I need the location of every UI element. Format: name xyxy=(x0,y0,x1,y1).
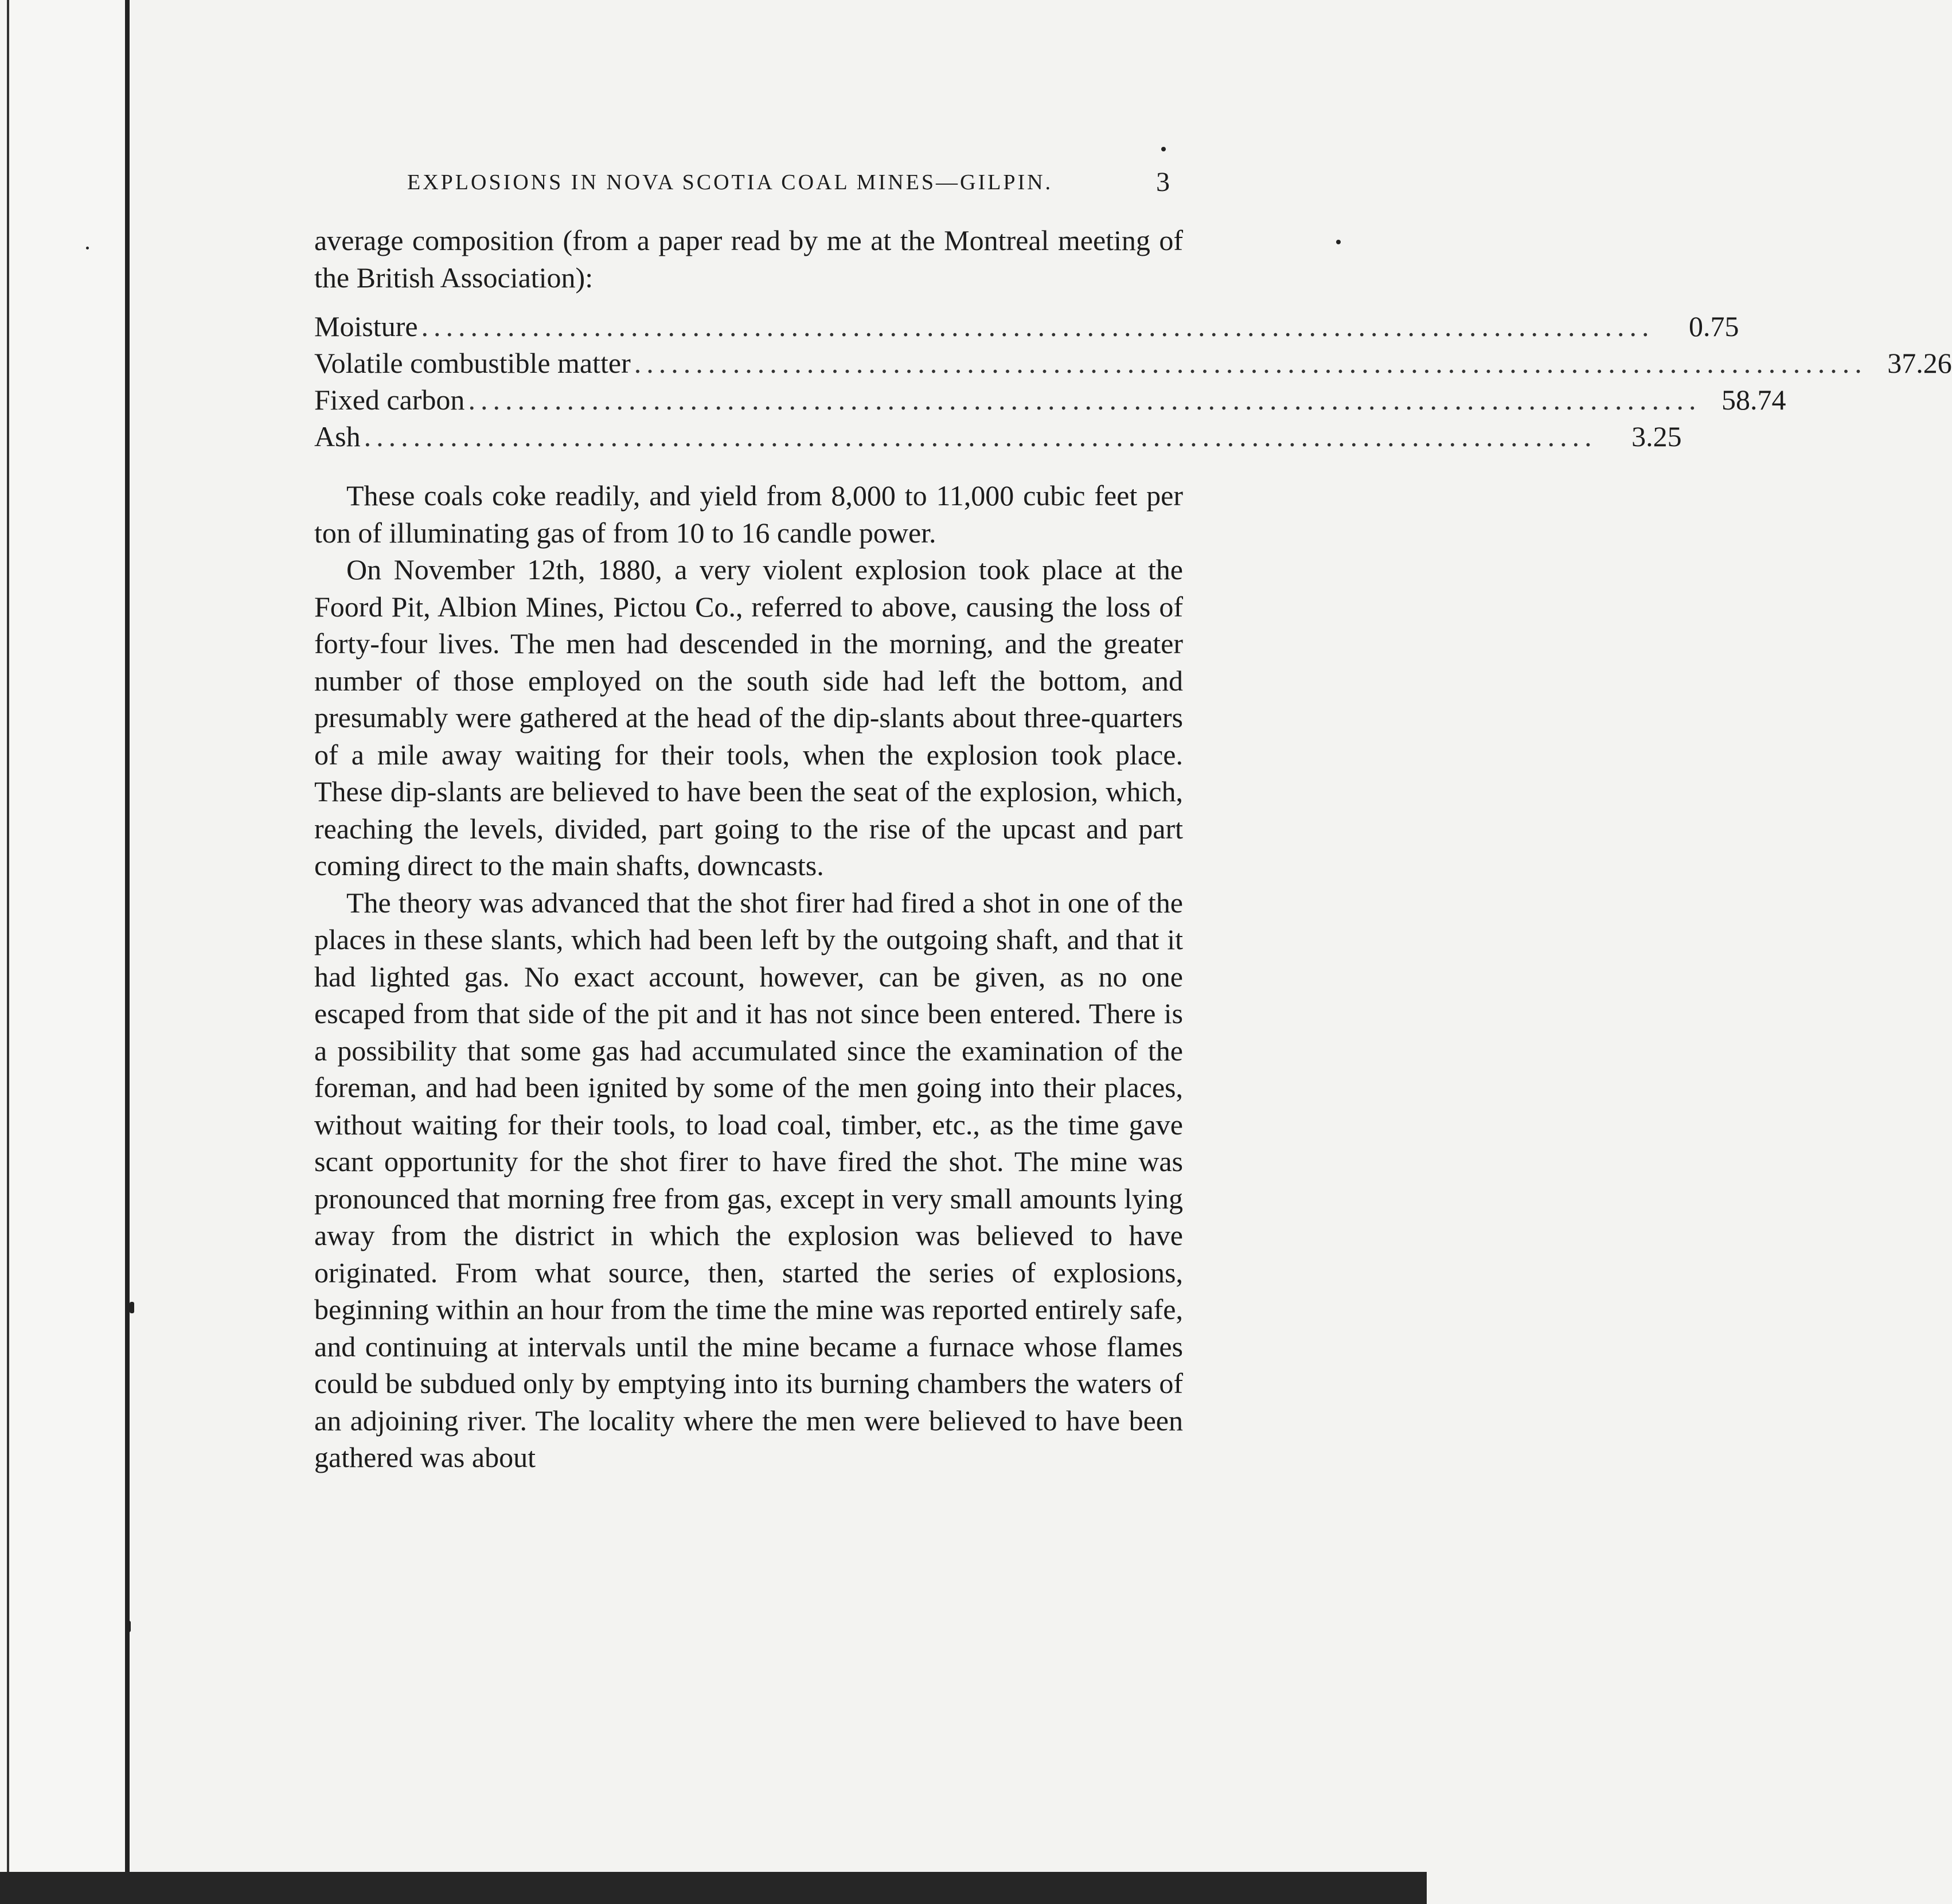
analysis-label: Fixed carbon xyxy=(314,384,465,416)
analysis-label: Volatile combustible matter xyxy=(314,347,631,379)
page-gutter xyxy=(0,0,131,1904)
leader-dots: .................................................................................................... xyxy=(364,420,1597,452)
paragraph: average composition (from a paper read by me at the Montreal meeting of the British Association): xyxy=(314,224,1183,294)
scan-speck xyxy=(86,247,89,249)
analysis-label: Ash xyxy=(314,420,361,452)
scan-bottom-edge xyxy=(0,1872,1427,1904)
analysis-value: 0.75 xyxy=(1689,310,1739,342)
analysis-row xyxy=(314,418,1682,455)
analysis-row xyxy=(314,381,1786,418)
body-text xyxy=(314,477,1183,1476)
analysis-row xyxy=(314,308,1739,345)
scan-speck xyxy=(1336,240,1341,244)
analysis-value: 3.25 xyxy=(1631,420,1682,452)
running-title: EXPLOSIONS IN NOVA SCOTIA COAL MINES—GILPIN. xyxy=(407,170,1053,194)
scan-speck xyxy=(1161,147,1166,151)
leader-dots: .................................................................................................... xyxy=(468,384,1701,416)
binding-edge xyxy=(125,0,130,1875)
paragraph: On November 12th, 1880, a very violent explosion took place at the Foord Pit, Albion Mines, Pictou Co., referred to above, causing the loss of forty-four lives. The men had descended in the morning, and the greater number of those employed on the south side had left the bottom, and presumably were gathered at the head of the dip-slants about three-quarters of a mile away waiting for their tools, when the explosion took place. These dip-slants are believed to have been the seat of the explosion, which, reaching the levels, divided, part going to the rise of the upcast and part coming direct to the main shafts, downcasts. xyxy=(314,553,1183,881)
leader-dots: .................................................................................................... xyxy=(421,310,1654,342)
leader-dots: .................................................................................................... xyxy=(634,347,1867,379)
binding-mark xyxy=(126,1621,131,1632)
paragraph: These coals coke readily, and yield from 8,000 to 11,000 cubic feet per ton of illuminating gas of from 10 to 16 candle power. xyxy=(314,479,1183,549)
coal-analysis-table xyxy=(314,308,1952,455)
analysis-row xyxy=(314,345,1952,381)
paragraph: The theory was advanced that the shot firer had fired a shot in one of the places in these slants, which had been left by the outgoing shaft, and that it had lighted gas. No exact account, however, can be given, as no one escaped from that side of the pit and it has not since been entered. There is a possibility that some gas had accumulated since the examination of the foreman, and had been ignited by some of the men going into their places, without waiting for their tools, to load coal, timber, etc., as the time gave scant opportunity for the shot firer to have fired the shot. The mine was pronounced that morning free from gas, except in very small amounts lying away from the district in which the explosion was believed to have originated. From what source, then, started the series of explosions, beginning within an hour from the time the mine was reported entirely safe, and continuing at intervals until the mine became a furnace whose flames could be subdued only by emptying into its burning chambers the waters of an adjoining river. The locality where the men were believed to have been gathered was about xyxy=(314,886,1183,1473)
analysis-label: Moisture xyxy=(314,310,418,342)
analysis-value: 37.26 xyxy=(1887,347,1952,379)
running-head xyxy=(407,166,1170,201)
binding-mark xyxy=(130,1302,134,1313)
analysis-value: 58.74 xyxy=(1721,384,1786,416)
intro-text xyxy=(314,222,1183,296)
left-page-edge xyxy=(7,0,9,1875)
page-number: 3 xyxy=(1156,167,1170,197)
